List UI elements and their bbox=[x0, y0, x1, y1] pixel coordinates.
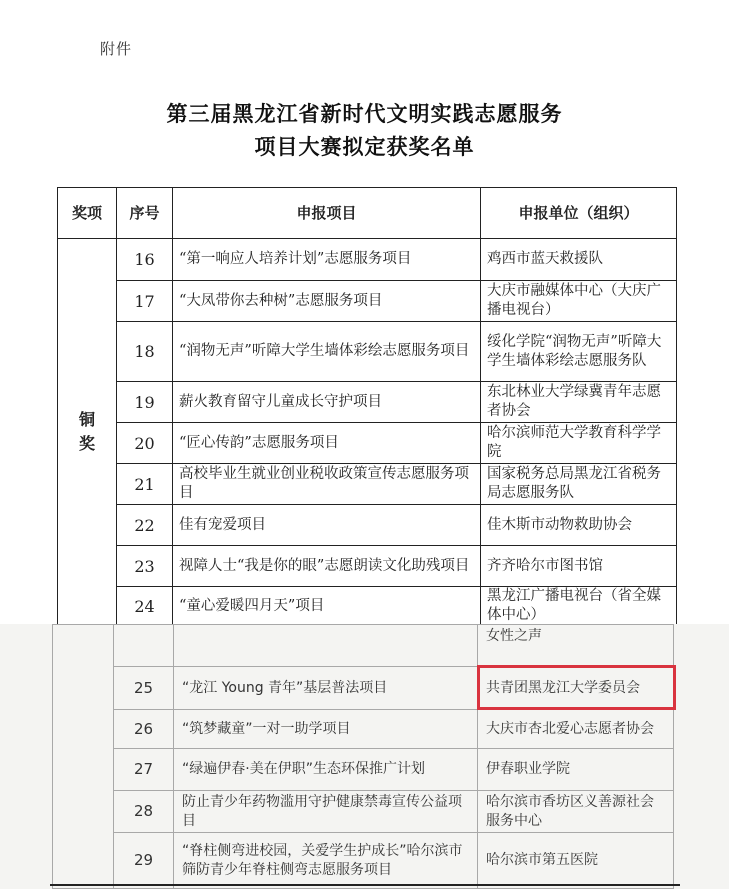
seq-cell: 29 bbox=[114, 833, 174, 889]
seq-cell: 21 bbox=[117, 464, 173, 505]
unit-cell: 绥化学院“润物无声”听障大学生墙体彩绘志愿服务队 bbox=[481, 322, 677, 382]
header-unit: 申报单位（组织） bbox=[481, 188, 677, 239]
table-row bbox=[58, 239, 677, 281]
project-cell: 薪火教育留守儿童成长守护项目 bbox=[173, 382, 481, 423]
table-row bbox=[53, 625, 674, 667]
table-row bbox=[53, 791, 674, 833]
bottom-border-line bbox=[50, 884, 680, 886]
seq-cell: 26 bbox=[114, 710, 174, 749]
project-cell: “童心爱暖四月天”项目 bbox=[173, 587, 481, 626]
project-cell: “大凤带你去种树”志愿服务项目 bbox=[173, 281, 481, 322]
table-row bbox=[58, 546, 677, 587]
table-row bbox=[58, 464, 677, 505]
table-row bbox=[58, 382, 677, 423]
award-level: 铜奖 bbox=[79, 410, 96, 453]
seq-cell: 28 bbox=[114, 791, 174, 833]
project-cell: “绿遍伊春·美在伊职”生态环保推广计划 bbox=[174, 749, 478, 791]
seq-cell: 23 bbox=[117, 546, 173, 587]
project-cell: “筑梦藏童”一对一助学项目 bbox=[174, 710, 478, 749]
unit-cell: 哈尔滨市香坊区义善源社会服务中心 bbox=[478, 791, 674, 833]
page-title-line2: 项目大赛拟定获奖名单 bbox=[254, 134, 475, 159]
page-title-line1: 第三届黑龙江省新时代文明实践志愿服务 bbox=[166, 101, 563, 126]
project-cell: “脊柱侧弯进校园，关爱学生护成长”哈尔滨市筛防青少年脊柱侧弯志愿服务项目 bbox=[174, 833, 478, 889]
seq-cell: 24 bbox=[117, 587, 173, 626]
seq-cell: 17 bbox=[117, 281, 173, 322]
unit-cell: 哈尔滨师范大学教育科学学院 bbox=[481, 423, 677, 464]
unit-cell: 女性之声 bbox=[478, 625, 674, 667]
unit-cell: 东北林业大学绿冀青年志愿者协会 bbox=[481, 382, 677, 423]
project-cell: 视障人士“我是你的眼”志愿朗读文化助残项目 bbox=[173, 546, 481, 587]
table-row bbox=[58, 423, 677, 464]
table-row bbox=[58, 587, 677, 626]
unit-cell: 共青团黑龙江大学委员会 bbox=[478, 667, 674, 710]
table-row bbox=[53, 833, 674, 889]
seq-cell: 25 bbox=[114, 667, 174, 710]
table-row bbox=[53, 710, 674, 749]
award-cell-continued bbox=[53, 625, 114, 889]
project-cell: 佳有宠爱项目 bbox=[173, 505, 481, 546]
unit-cell: 伊春职业学院 bbox=[478, 749, 674, 791]
unit-cell: 大庆市杏北爱心志愿者协会 bbox=[478, 710, 674, 749]
header-project: 申报项目 bbox=[173, 188, 481, 239]
seq-cell: 19 bbox=[117, 382, 173, 423]
unit-cell: 鸡西市蓝天救援队 bbox=[481, 239, 677, 281]
seq-cell: 27 bbox=[114, 749, 174, 791]
header-award: 奖项 bbox=[58, 188, 117, 239]
unit-cell: 国家税务总局黑龙江省税务局志愿服务队 bbox=[481, 464, 677, 505]
project-cell: “匠心传韵”志愿服务项目 bbox=[173, 423, 481, 464]
table-row bbox=[58, 505, 677, 546]
unit-cell: 哈尔滨市第五医院 bbox=[478, 833, 674, 889]
project-cell: “润物无声”听障大学生墙体彩绘志愿服务项目 bbox=[173, 322, 481, 382]
unit-cell: 佳木斯市动物救助协会 bbox=[481, 505, 677, 546]
project-cell: 防止青少年药物滥用守护健康禁毒宣传公益项目 bbox=[174, 791, 478, 833]
unit-cell: 黑龙江广播电视台（省全媒体中心） bbox=[481, 587, 677, 626]
highlight-box bbox=[477, 665, 676, 710]
award-table bbox=[57, 187, 677, 626]
seq-cell: 22 bbox=[117, 505, 173, 546]
attachment-label: 附件 bbox=[100, 40, 133, 58]
seq-cell: 16 bbox=[117, 239, 173, 281]
table-row bbox=[58, 322, 677, 382]
project-cell: “第一响应人培养计划”志愿服务项目 bbox=[173, 239, 481, 281]
table-header-row bbox=[58, 188, 677, 239]
award-table-continued bbox=[52, 624, 674, 889]
seq-cell: 20 bbox=[117, 423, 173, 464]
project-cell: “龙江 Young 青年”基层普法项目 bbox=[174, 667, 478, 710]
table-row bbox=[53, 749, 674, 791]
header-seq: 序号 bbox=[117, 188, 173, 239]
seq-cell: 18 bbox=[117, 322, 173, 382]
award-level-cell bbox=[58, 239, 117, 626]
seq-cell bbox=[114, 625, 174, 667]
project-cell: 高校毕业生就业创业税收政策宣传志愿服务项目 bbox=[173, 464, 481, 505]
unit-cell: 齐齐哈尔市图书馆 bbox=[481, 546, 677, 587]
table-row bbox=[58, 281, 677, 322]
unit-cell: 大庆市融媒体中心（大庆广播电视台） bbox=[481, 281, 677, 322]
project-cell bbox=[174, 625, 478, 667]
